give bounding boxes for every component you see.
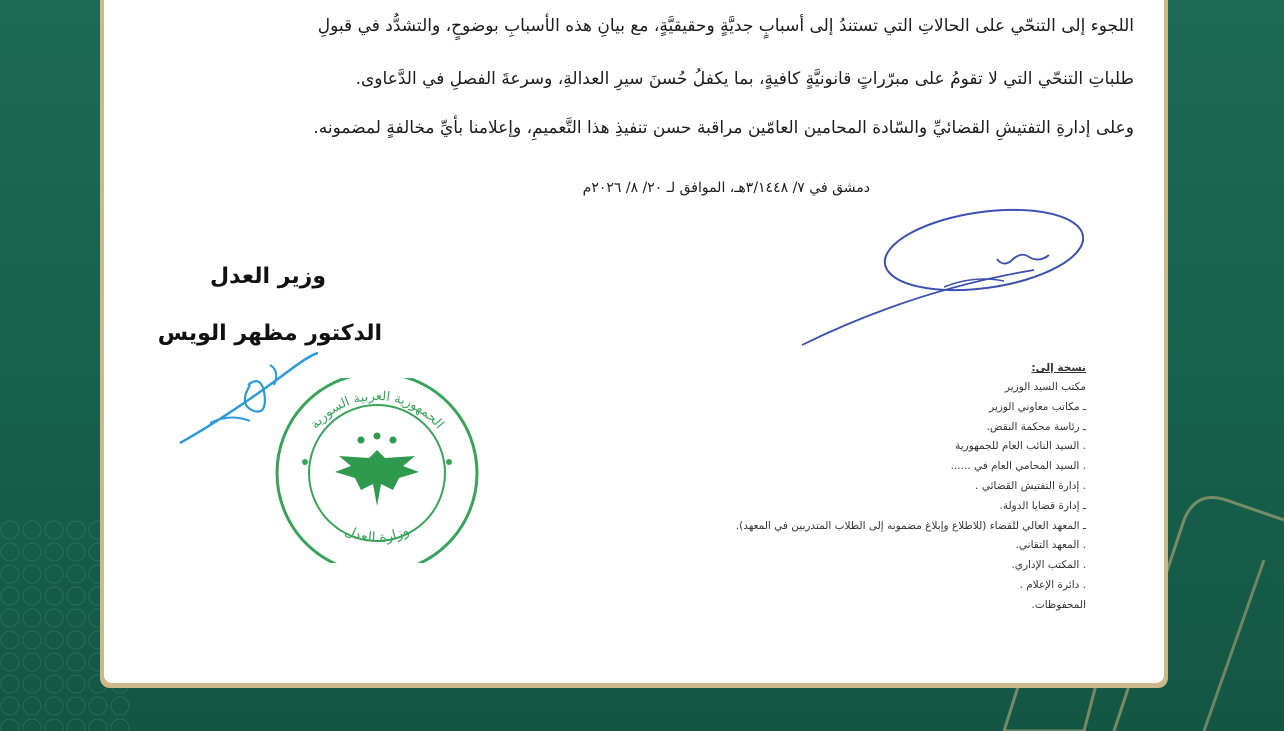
copies-item: . المكتب الإداري. bbox=[1011, 559, 1086, 572]
copies-item: . السيد المحامي العام في ...... bbox=[950, 460, 1086, 473]
copies-item: ـ إدارة قضايا الدولة. bbox=[999, 499, 1086, 512]
document-page bbox=[104, 0, 1164, 683]
handwritten-signature-cyan-icon bbox=[170, 345, 330, 450]
paragraph-line-3: وعلى إدارةِ التفتيشِ القضائيِّ والسّادة المحامين العامّين مراقبة حسن تنفيذِ هذا التَّعميمِ، وإعلامنا بأيِّ مخالفةٍ لمضمونه. bbox=[313, 118, 1134, 138]
copies-title: نسخة إلى: bbox=[1031, 362, 1086, 374]
eagle-emblem-icon bbox=[335, 433, 419, 507]
paragraph-line-2: طلباتِ التنحّي التي لا تقومُ على مبرّراتٍ قانونيَّةٍ كافيةٍ، بما يكفلُ حُسنَ سيرِ العدالةِ، وسرعةَ الفصلِ في الدَّعاوى. bbox=[355, 69, 1134, 89]
copies-item: . المعهد التقاني. bbox=[1015, 539, 1086, 552]
stamp-top-text: الجمهورية العربية السورية bbox=[307, 388, 447, 432]
stamp-bottom-text: وزارة العدل bbox=[342, 522, 412, 546]
copies-item: . السيد النائب العام للجمهورية bbox=[955, 440, 1086, 453]
copies-item: ـ مكاتب معاوني الوزير bbox=[989, 400, 1086, 413]
document-frame bbox=[100, 0, 1168, 688]
copies-item: ـ المعهد العالي للقضاء (للاطلاع وإبلاغ مضمونه إلى الطلاب المتدربين في المعهد). bbox=[735, 519, 1086, 532]
copies-item: ـ رئاسة محكمة النقض. bbox=[986, 420, 1086, 433]
copies-item: . إدارة التفتيش القضائي . bbox=[975, 479, 1086, 492]
signatory-title: وزير العدل bbox=[210, 264, 326, 289]
copies-item: المحفوظات. bbox=[1031, 598, 1086, 611]
signatory-name: الدكتور مظهر الويس bbox=[157, 321, 382, 346]
copies-list bbox=[446, 362, 1086, 616]
copies-item: . دائرة الإعلام . bbox=[1019, 578, 1086, 591]
date-line: دمشق في ٧/ ٣/١٤٤٨هـ، الموافق لـ ٢٠/ ٨/ ٢٠٢٦م bbox=[582, 180, 870, 196]
copies-item: مكتب السيد الوزير bbox=[1004, 381, 1086, 393]
handwritten-signature-blue-icon bbox=[794, 195, 1084, 350]
svg-text:وزارة العدل bbox=[342, 523, 411, 546]
paragraph-line-1: اللجوء إلى التنحّي على الحالاتِ التي تستندُ إلى أسبابٍ جديَّةٍ وحقيقيَّةٍ، مع بيانِ هذه الأسبابِ بوضوحٍ، والتشدُّد في قبولِ bbox=[317, 16, 1134, 36]
